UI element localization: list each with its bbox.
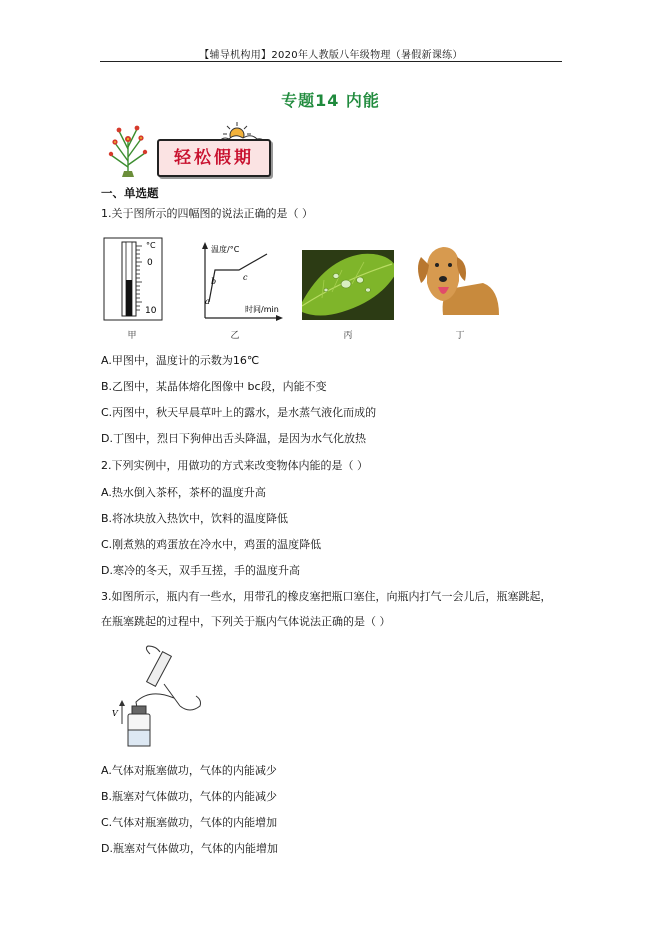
- graph-point-b: b: [211, 277, 217, 286]
- thermometer-figure: [100, 236, 170, 322]
- thermometer-unit: °C: [146, 241, 156, 250]
- page-header: 【辅导机构用】2020年人教版八年级物理（暑假新课练）: [199, 50, 463, 61]
- q2-option-c: C.刚煮熟的鸡蛋放在冷水中，鸡蛋的温度降低: [101, 538, 322, 551]
- thermometer-zero-label: 0: [147, 258, 153, 268]
- bottle-v-label: V: [112, 709, 118, 718]
- q3-option-c: C.气体对瓶塞做功，气体的内能增加: [101, 816, 278, 829]
- graph-point-a: a: [205, 297, 210, 306]
- flower-plant-icon: [105, 121, 151, 177]
- figure-ding-caption: 丁: [455, 331, 465, 341]
- holiday-banner: [105, 121, 270, 177]
- graph-point-c: c: [243, 273, 248, 282]
- figure-bing-caption: 丙: [343, 331, 353, 341]
- q3-option-a: A.气体对瓶塞做功，气体的内能减少: [101, 764, 277, 777]
- melting-graph-figure: [195, 240, 285, 322]
- question-3-stem-line-2: 在瓶塞跳起的过程中，下列关于瓶内气体说法正确的是（ ）: [101, 615, 391, 628]
- banner-label: 轻松假期: [174, 148, 254, 168]
- figure-jia-caption: 甲: [127, 331, 137, 341]
- figure-yi-caption: 乙: [230, 331, 240, 341]
- bottle-pump-figure: [110, 644, 210, 748]
- question-3-stem-line-1: 3.如图所示，瓶内有一些水，用带孔的橡皮塞把瓶口塞住，向瓶内打气一会儿后，瓶塞跳起，: [101, 590, 552, 603]
- page-title: 专题14 内能: [281, 91, 380, 110]
- dog-photo: [413, 243, 499, 315]
- dew-leaf-photo: [302, 250, 394, 320]
- q3-option-b: B.瓶塞对气体做功，气体的内能减少: [101, 790, 278, 803]
- q2-option-a: A.热水倒入茶杯，茶杯的温度升高: [101, 486, 266, 499]
- q2-option-b: B.将冰块放入热饮中，饮料的温度降低: [101, 512, 289, 525]
- graph-x-axis-label: 时间/min: [245, 305, 279, 314]
- graph-y-axis-label: 温度/°C: [211, 245, 240, 254]
- header-rule: [100, 61, 562, 62]
- q1-option-d: D.丁图中，烈日下狗伸出舌头降温，是因为水气化放热: [101, 432, 366, 445]
- q3-option-d: D.瓶塞对气体做功，气体的内能增加: [101, 842, 278, 855]
- question-2-stem: 2.下列实例中，用做功的方式来改变物体内能的是（ ）: [101, 459, 368, 472]
- banner-plate: [157, 139, 271, 177]
- section-heading: 一、单选题: [101, 186, 159, 200]
- q1-option-a: A.甲图中，温度计的示数为16℃: [101, 354, 260, 367]
- q1-option-c: C.丙图中，秋天早晨草叶上的露水，是水蒸气液化而成的: [101, 406, 377, 419]
- question-1-stem: 1.关于图所示的四幅图的说法正确的是（ ）: [101, 207, 313, 220]
- thermometer-ten-label: 10: [145, 306, 157, 316]
- q2-option-d: D.寒冷的冬天，双手互搓，手的温度升高: [101, 564, 300, 577]
- q1-option-b: B.乙图中，某晶体熔化图像中 bc段，内能不变: [101, 380, 327, 393]
